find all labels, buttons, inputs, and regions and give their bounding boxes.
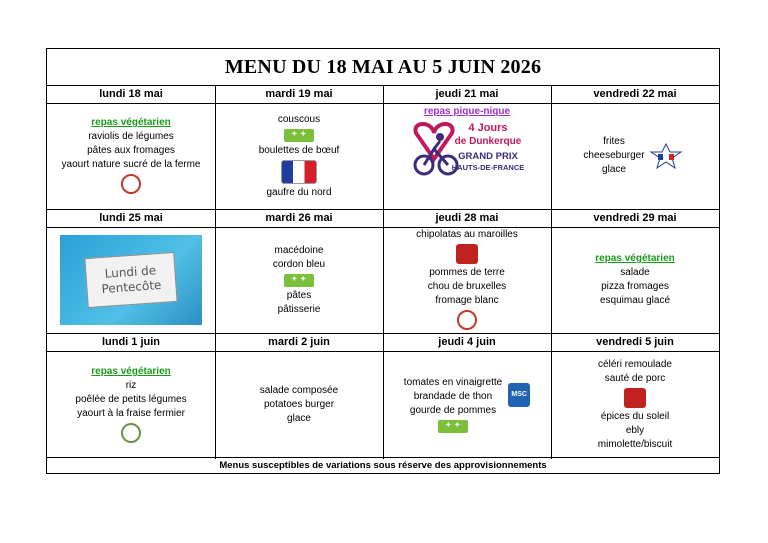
farm-seal-icon bbox=[121, 423, 141, 443]
vegetarian-tag: repas végétarien bbox=[595, 253, 675, 264]
farm-seal-icon bbox=[121, 174, 141, 194]
menu-item: ebly bbox=[625, 425, 645, 436]
day-header: vendredi 22 mai bbox=[593, 88, 677, 100]
sign-text: Pentecôte bbox=[101, 277, 162, 297]
label-rouge-icon bbox=[624, 388, 646, 408]
menu-item: salade bbox=[620, 267, 650, 278]
day-header: lundi 1 juin bbox=[101, 336, 161, 348]
menu-item: chipolatas au maroilles bbox=[416, 229, 518, 240]
menu-item: boulettes de bœuf bbox=[258, 144, 340, 156]
day-cell bbox=[551, 103, 719, 209]
menu-item: cordon bleu bbox=[272, 258, 326, 270]
menu-item: couscous bbox=[277, 113, 321, 125]
menu-item: potatoes burger bbox=[263, 399, 335, 410]
day-header: lundi 25 mai bbox=[99, 212, 163, 224]
menu-item: yaourt à la fraise fermier bbox=[77, 408, 185, 419]
day-cell bbox=[215, 227, 383, 333]
day-cell bbox=[383, 103, 551, 209]
logo-text: HAUTS-DE-FRANCE bbox=[451, 163, 525, 172]
menu-item: mimolette/biscuit bbox=[597, 439, 673, 450]
day-header: vendredi 29 mai bbox=[593, 212, 677, 224]
vegetarian-tag: repas végétarien bbox=[91, 117, 171, 128]
menu-item: pâtes bbox=[286, 289, 312, 301]
day-header: mardi 19 mai bbox=[265, 88, 333, 100]
day-cell bbox=[383, 351, 551, 459]
menu-item: yaourt nature sucré de la ferme bbox=[61, 159, 201, 170]
menu-list bbox=[583, 135, 644, 177]
menu-item: riz bbox=[125, 380, 137, 391]
menu-item: macédoine bbox=[274, 244, 324, 256]
logo-text: GRAND PRIX bbox=[458, 151, 518, 162]
menu-item: glace bbox=[602, 164, 626, 175]
menu-item: pâtes aux fromages bbox=[87, 145, 175, 156]
menu-item: tomates en vinaigrette bbox=[403, 376, 503, 388]
bio-label-icon: ✦ ✦ bbox=[438, 420, 468, 433]
label-rouge-icon bbox=[456, 244, 478, 264]
menu-item: frites bbox=[603, 136, 625, 147]
menu-item: glace bbox=[287, 413, 311, 424]
day-header: jeudi 4 juin bbox=[438, 336, 496, 348]
regional-star-badge-icon bbox=[649, 143, 683, 169]
msc-label-icon: MSC bbox=[508, 383, 530, 407]
day-cell bbox=[551, 227, 719, 333]
menu-item: sauté de porc bbox=[604, 373, 666, 384]
menu-item: brandade de thon bbox=[413, 390, 493, 402]
menu-item: pâtisserie bbox=[277, 303, 321, 315]
menu-item: raviolis de légumes bbox=[88, 131, 174, 142]
menu-item: chou de bruxelles bbox=[427, 281, 507, 292]
menu-item: céléri remoulade bbox=[598, 359, 672, 370]
menu-item: pizza fromages bbox=[601, 281, 669, 292]
vegetarian-tag: repas végétarien bbox=[91, 366, 171, 377]
day-cell bbox=[47, 103, 215, 209]
day-cell bbox=[215, 103, 383, 209]
page-title: MENU DU 18 MAI AU 5 JUIN 2026 bbox=[224, 55, 542, 78]
title-row bbox=[47, 49, 719, 86]
picnic-tag: repas pique-nique bbox=[423, 106, 511, 117]
footer-note: Menus susceptibles de variations sous réserve des approvisionnements bbox=[47, 457, 719, 473]
day-header: mardi 26 mai bbox=[265, 212, 333, 224]
day-cell bbox=[383, 227, 551, 333]
menu-item: poêlée de petits légumes bbox=[75, 394, 187, 405]
regional-badge-icon bbox=[281, 160, 317, 184]
menu-item: gaufre du nord bbox=[266, 186, 332, 198]
day-header: lundi 18 mai bbox=[99, 88, 163, 100]
logo-text: de Dunkerque bbox=[454, 136, 522, 147]
quatre-jours-dunkerque-logo-icon bbox=[402, 119, 532, 185]
menu-sheet bbox=[46, 48, 720, 474]
menu-item: gourde de pommes bbox=[409, 404, 497, 416]
menu-item: cheeseburger bbox=[583, 150, 645, 161]
day-cell bbox=[215, 351, 383, 459]
farm-seal-icon bbox=[457, 310, 477, 330]
bio-label-icon: ✦ ✦ bbox=[284, 274, 314, 287]
pentecote-sign bbox=[84, 252, 177, 308]
day-header: jeudi 28 mai bbox=[435, 212, 499, 224]
day-cell bbox=[47, 351, 215, 459]
menu-item: salade composée bbox=[259, 385, 339, 396]
pentecote-image bbox=[60, 235, 202, 325]
menu-item: esquimau glacé bbox=[599, 295, 671, 306]
day-header: jeudi 21 mai bbox=[435, 88, 499, 100]
day-header: mardi 2 juin bbox=[268, 336, 330, 348]
menu-list bbox=[404, 376, 502, 435]
menu-item: épices du soleil bbox=[600, 411, 670, 422]
logo-text: 4 Jours bbox=[468, 122, 508, 134]
day-cell bbox=[551, 351, 719, 459]
menu-item: pommes de terre bbox=[429, 267, 505, 278]
menu-item: fromage blanc bbox=[435, 295, 499, 306]
sign-text: Lundi de bbox=[104, 263, 157, 281]
menu-grid bbox=[47, 85, 719, 459]
bio-label-icon: ✦ ✦ bbox=[284, 129, 314, 142]
day-header: vendredi 5 juin bbox=[596, 336, 674, 348]
